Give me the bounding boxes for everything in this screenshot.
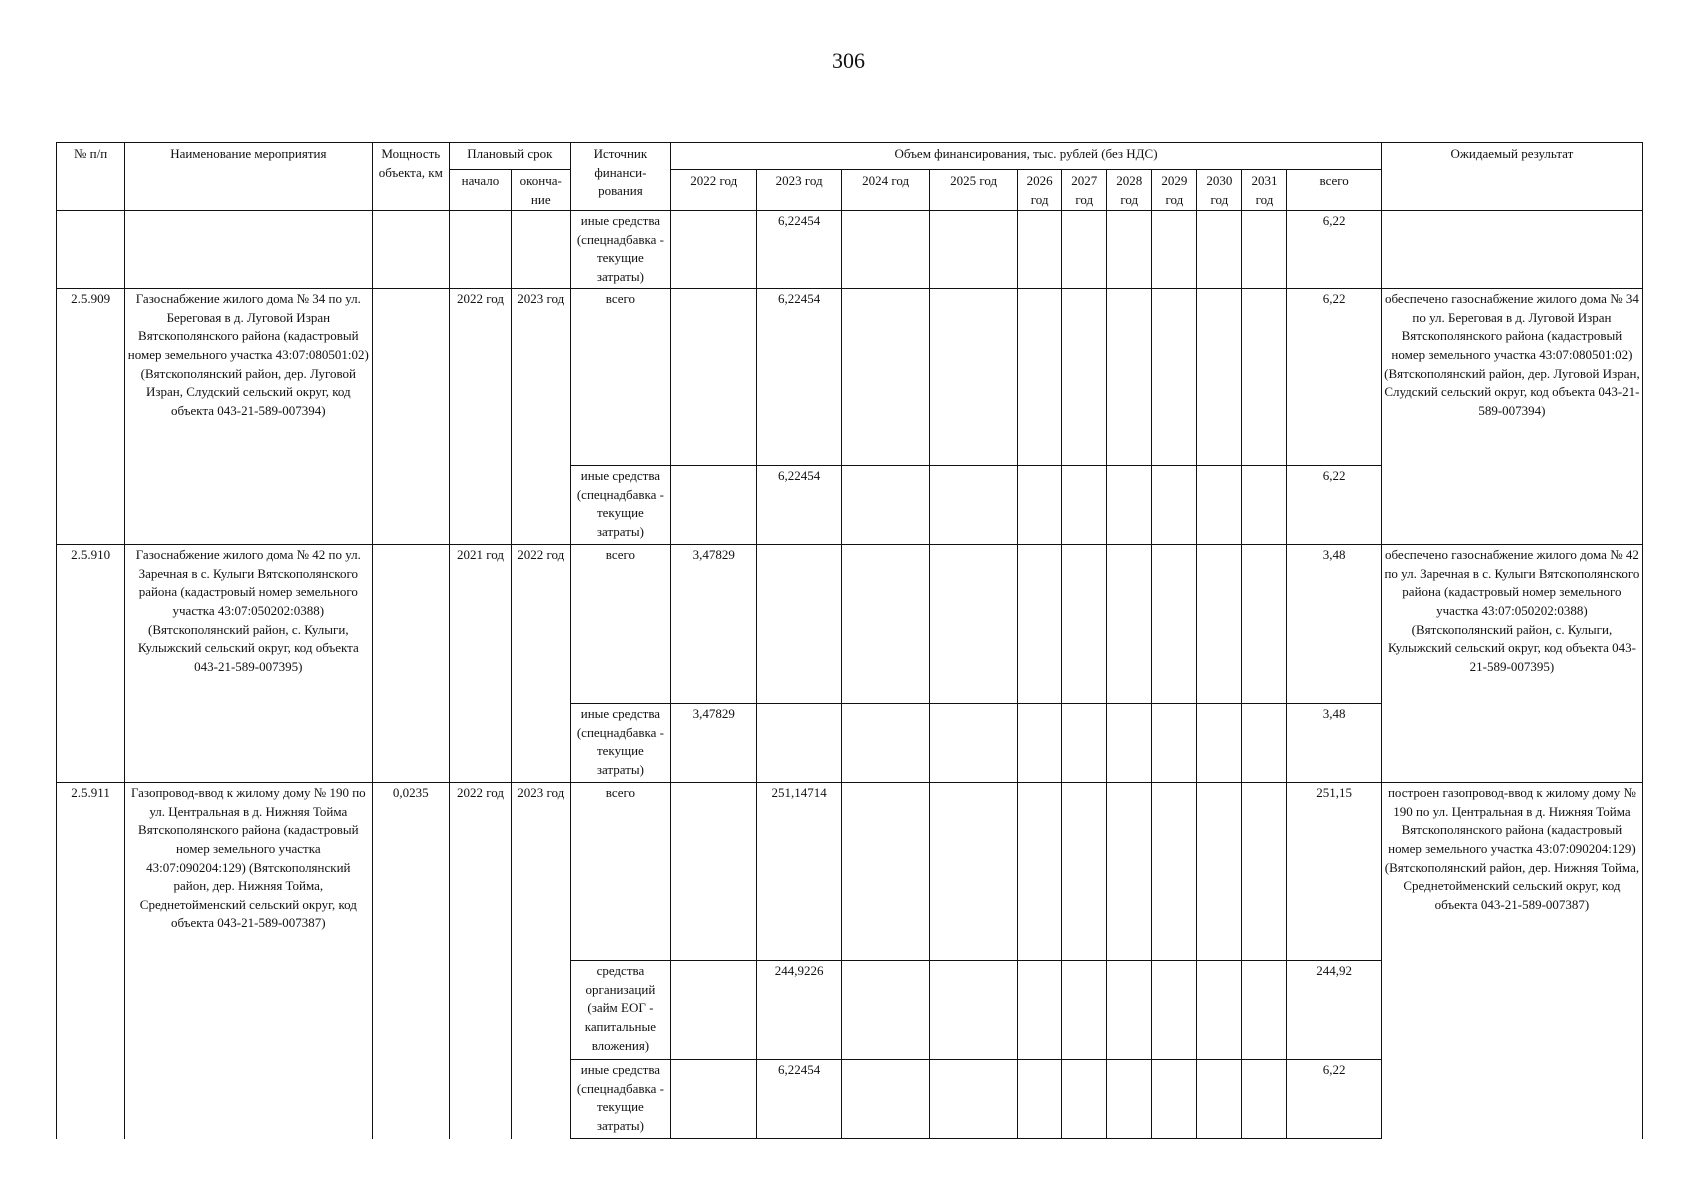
- total-cell: 244,92: [1287, 961, 1381, 1060]
- header-name: Наименование мероприятия: [125, 143, 372, 211]
- header-year: 2027 год: [1062, 170, 1107, 211]
- source-cell: всего: [570, 289, 671, 466]
- total-cell: 6,22: [1287, 466, 1381, 545]
- header-year: 2029 год: [1152, 170, 1197, 211]
- source-cell: иные средства (спецнадбавка - текущие затраты): [570, 1060, 671, 1139]
- total-cell: 6,22: [1287, 1060, 1381, 1139]
- event-name: Газоснабжение жилого дома № 34 по ул. Береговая в д. Луговой Изран Вятскополянского района (кадастровый номер земельного участка 43:07:080501:02) (Вятскополянский район, дер. Луговой Изран, Слудский сельский округ, код объекта 043-21-589-007394): [125, 289, 372, 545]
- header-year: 2023 год: [757, 170, 842, 211]
- expected-result: обеспечено газоснабжение жилого дома № 42 по ул. Заречная в с. Кулыги Вятскополянского района (кадастровый номер земельного участка 43:07:050202:0388) (Вятскополянский район, с. Кулыги, Кулыжский сельский округ, код объекта 043-21-589-007395): [1381, 545, 1642, 783]
- source-cell: иные средства (спецнадбавка - текущие затраты): [570, 466, 671, 545]
- table-row: [57, 289, 1643, 466]
- source-cell: средства организаций (займ ЕОГ - капитальные вложения): [570, 961, 671, 1060]
- header-year: 2024 год: [842, 170, 930, 211]
- header-financing: Объем финансирования, тыс. рублей (без НДС): [671, 143, 1382, 170]
- total-cell: 6,22: [1287, 211, 1381, 289]
- capacity-value: 0,0235: [372, 783, 450, 1139]
- source-cell: всего: [570, 783, 671, 961]
- source-cell: иные средства (спецнадбавка - текущие затраты): [570, 211, 671, 289]
- header-year: 2026 год: [1018, 170, 1062, 211]
- header-result: Ожидаемый результат: [1381, 143, 1642, 211]
- value-cell: 251,14714: [757, 783, 842, 961]
- table-row: [57, 783, 1643, 961]
- header-end: оконча-ние: [511, 170, 570, 211]
- value-cell: 3,47829: [671, 545, 757, 704]
- total-cell: 3,48: [1287, 704, 1381, 783]
- expected-result: построен газопровод-ввод к жилому дому № 190 по ул. Центральная в д. Нижняя Тойма Вятскополянского района (кадастровый номер земельного участка 43:07:090204:129) (Вятскополянский район, дер. Нижняя Тойма, Среднетойменский сельский округ, код объекта 043-21-589-007387): [1381, 783, 1642, 1139]
- row-number: 2.5.910: [57, 545, 125, 783]
- table-row: [57, 545, 1643, 704]
- value-cell: 244,9226: [757, 961, 842, 1060]
- header-num: № п/п: [57, 143, 125, 211]
- start-year: 2021 год: [450, 545, 512, 783]
- event-name: Газопровод-ввод к жилому дому № 190 по ул. Центральная в д. Нижняя Тойма Вятскополянского района (кадастровый номер земельного участка 43:07:090204:129) (Вятскополянский район, дер. Нижняя Тойма, Среднетойменский сельский округ, код объекта 043-21-589-007387): [125, 783, 372, 1139]
- event-name: Газоснабжение жилого дома № 42 по ул. Заречная в с. Кулыги Вятскополянского района (кадастровый номер земельного участка 43:07:050202:0388) (Вятскополянский район, с. Кулыги, Кулыжский сельский округ, код объекта 043-21-589-007395): [125, 545, 372, 783]
- value-cell: 3,47829: [671, 704, 757, 783]
- expected-result: обеспечено газоснабжение жилого дома № 34 по ул. Береговая в д. Луговой Изран Вятскополянского района (кадастровый номер земельного участка 43:07:080501:02) (Вятскополянский район, дер. Луговой Изран, Слудский сельский округ, код объекта 043-21-589-007394): [1381, 289, 1642, 545]
- total-cell: 251,15: [1287, 783, 1381, 961]
- value-cell: 6,22454: [757, 289, 842, 466]
- value-cell: 6,22454: [757, 466, 842, 545]
- header-start: начало: [450, 170, 512, 211]
- header-year: 2028 год: [1107, 170, 1152, 211]
- row-number: 2.5.909: [57, 289, 125, 545]
- end-year: 2023 год: [511, 289, 570, 545]
- header-total: всего: [1287, 170, 1381, 211]
- start-year: 2022 год: [450, 289, 512, 545]
- header-planned-term: Плановый срок: [450, 143, 571, 170]
- table-row: [57, 211, 1643, 289]
- header-capacity: Мощность объекта, км: [372, 143, 450, 211]
- header-year: 2022 год: [671, 170, 757, 211]
- row-number: 2.5.911: [57, 783, 125, 1139]
- value-cell: 6,22454: [757, 1060, 842, 1139]
- end-year: 2022 год: [511, 545, 570, 783]
- page-number: 306: [832, 48, 865, 73]
- end-year: 2023 год: [511, 783, 570, 1139]
- total-cell: 3,48: [1287, 545, 1381, 704]
- total-cell: 6,22: [1287, 289, 1381, 466]
- header-source: Источник финанси-рования: [570, 143, 671, 211]
- source-cell: иные средства (спецнадбавка - текущие затраты): [570, 704, 671, 783]
- header-year: 2030 год: [1197, 170, 1242, 211]
- start-year: 2022 год: [450, 783, 512, 1139]
- header-year: 2025 год: [930, 170, 1018, 211]
- header-year: 2031 год: [1242, 170, 1287, 211]
- financing-table: [56, 142, 1643, 1139]
- value-cell: 6,22454: [757, 211, 842, 289]
- source-cell: всего: [570, 545, 671, 704]
